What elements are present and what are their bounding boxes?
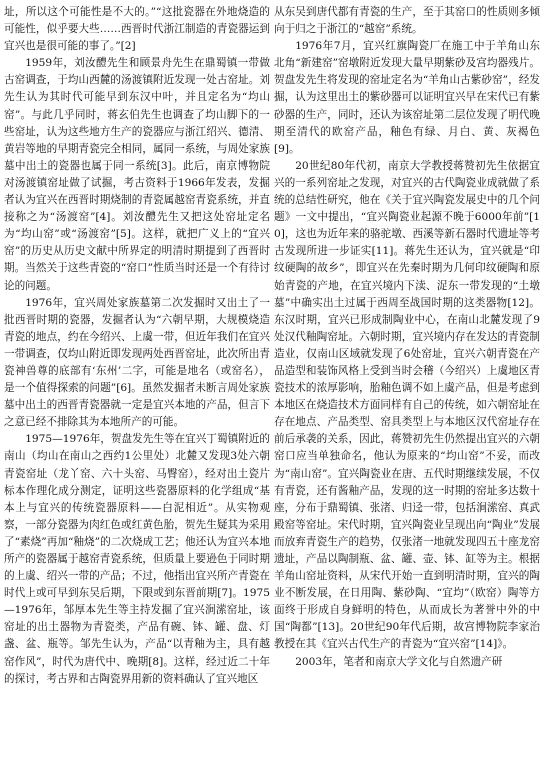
- paragraph: 从东吴到唐代都有青瓷的生产，至于其窑口的性质则多倾向于归之于浙江的“越窑”系统。: [274, 6, 540, 36]
- paragraph: 址，所以这个可能性是不大的。”“这批瓷器在外地烧造的可能性，似乎要大些……西晋时代浙江制造的青瓷器运到宜兴也是很可能的事了。”[2]: [4, 6, 270, 53]
- paragraph: 1976年7月，宜兴红旗陶瓷厂在施工中于羊角山东北角“新建窑”窑墩附近发现大量早期紫砂及宫均器残片。贺盘发先生将发现的窑址定名为“羊角山古紫砂窑”，经发掘，认为这里出土的紫砂器可以证明宜兴早在宋代已有紫砂器的生产，同时，还认为该窑址第二层位发现了明代晚期至清代的欧窑产品，釉色有绿、月白、黄、灰褐色[9]。: [274, 40, 540, 155]
- paragraph: 1975—1976年，贺盘发先生等在宜兴丁蜀镇附近的南山（均山在南山之西约1公里处）北麓又发现3处六朝青瓷窑址（龙丫窑、六十头窑、马臀窑），经对出土瓷片标本作理化成分测定，证明这些瓷器原料的化学组成“基本上与宜兴的传统瓷器原料——白泥相近”。从实物观察，一部分瓷器为肉红色或红黄色胎，贺先生疑其为采用了“素烧”再加“釉烧”的二次烧成工艺；他还认为宜兴本地所产的瓷器属于越窑青瓷系统，但质量上要逊色于同时期的上虞、绍兴一带的产品；不过，他指出宜兴所产青瓷在时代上或可早到东吴后期，下限或到东晋前期[7]。1975—1976年，邹厚本先生等主持发掘了宜兴涧潆窑址，该窑址的出土器物为青瓷类，产品有碗、钵、罐、盘、灯盏、盆、瓶等。邹先生认为，产品“以青釉为主，具有越窑作风”，时代为唐代中、晚期[8]。这样，经过近二十年的探讨，考古界和古陶瓷界用新的资料确认了宜兴地区: [4, 433, 270, 685]
- paragraph: 1959年，刘汝醴先生和顾景舟先生在鼎蜀镇一带做古窑调查，于均山西麓的汤渡镇附近发现一处古窑址。刘先生认为其时代可能早到东汉中叶，并且定名为“均山窑”。与此几乎同时，蒋玄伯先生也调查了均山脚下的一些窑址，认为这些地方生产的瓷器应与浙江绍兴、德清、黄岩等地的早期青瓷完全相同，属同一系统，与周处家族墓中出土的瓷器也属于同一系统[3]。此后，南京博物院对汤渡镇窑址做了试掘，考古资料于1966年发表，发掘者认为宜兴在西晋时期烧制的青瓷属越窑青瓷系统，并直接称之为“汤渡窑”[4]。刘汝醴先生又把这处窑址定名为“均山窑”或“汤渡窑”[5]。这样，就把广义上的“宜兴窑”的历史从历史文献中所界定的明清时期提到了西晋时期。当然关于这些青瓷的“窑口”性质当时还是一个有待讨论的问题。: [4, 57, 270, 292]
- paragraph: 2003年，笔者和南京大学文化与自然遗产研: [295, 655, 503, 668]
- right-column: [274, 4, 540, 764]
- left-column: [4, 4, 270, 764]
- paragraph: 20世纪80年代初，南京大学教授蒋赞初先生依据宜兴的一系列窑址之发现，对宜兴的古代陶瓷业成就做了系统的总结性研究，他在《关于宜兴陶瓷发展史中的几个问题》一文中提出，“宜兴陶瓷业起源不晚于6000年前”[10]，这也为近年来的骆驼墩、西溪等新石器时代遗址等考古发现所进一步证实[11]。蒋先生还认为，宜兴就是“印纹硬陶的故乡”，即宜兴在先秦时期为几何印纹硬陶和原始青瓷的产地，在宜兴境内下渎、浞东一带发现的“土墩墓”中确实出土过属于西周至战国时期的这类器物[12]。东汉时期，宜兴已形成制陶业中心，在南山北麓发现了9处汉代釉陶窑址。六朝时期，宜兴境内存在发达的青瓷制造业，仅南山区域就发现了6处窑址，宜兴六朝青瓷在产品造型和装饰风格上受到当时会稽（今绍兴）上虞地区青瓷技术的浓厚影响，胎釉色调不如上虞产品，但是考虑到本地区在烧造技术方面同样有自己的传统，如六朝窑址在存在地点、产品类型、窑具类型上与本地区汉代窑址存在前后承袭的关系，因此，蒋赞初先生仍然提出宜兴的六朝窑口应当单独命名，他认为原来的“均山窑”不妥，而改为“南山窑”。宜兴陶瓷业在唐、五代时期继续发展，不仅有青瓷，还有酱釉产品，发现的这一时期的窑址多达数十座，分布于鼎蜀镇、张渚、归迳一带，包括涧潆窑、真武殿窑等窑址。宋代时期，宜兴陶瓷业呈现出向“陶业”发展而放弃青瓷生产的趋势，仅张渚一地就发现四五十座龙窑遗址，产品以陶制瓶、盆、罐、壶、钵、缸等为主。根据羊角山窑址资料，从宋代开始一直到明清时期，宜兴的陶业不断发展，在日用陶、紫砂陶、“宜均”（欧窑）陶等方面终于形成自身鲜明的特色，从而成长为著誉中外的中国“陶都”[13]。20世纪90年代后期，故宫博物院李家治教授在其《宜兴古代生产的青瓷为“宜兴窑”[14]》。: [274, 159, 540, 651]
- paragraph: 1976年，宜兴周处家族墓第二次发掘时又出土了一批西晋时期的瓷器，发掘者认为“六朝早期，大规模烧造青瓷的地点，约在今绍兴、上虞一带，但近年我们在宜兴一带调查，仅均山附近即发现两处西晋窑址，此次所出青瓷神兽尊的底部有‘东州’二字，可能是地名（或窑名），是一个值得探索的问题”[6]。虽然发掘者未断言周处家族墓中出土的西晋青瓷器就一定是宜兴本地的产品，但言下之意已经不排除其为本地所产的可能。: [4, 296, 270, 429]
